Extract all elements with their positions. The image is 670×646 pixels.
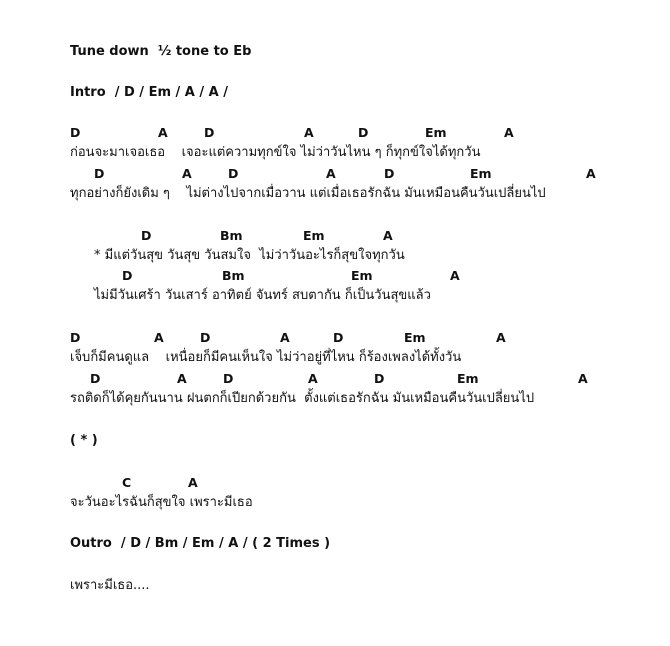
tuning-note: Tune down ½ tone to Eb [70,44,252,59]
ending-lyric: เพราะมีเธอ.... [70,578,150,593]
chord-label: A [304,125,314,140]
chord-label: D [333,330,344,345]
chord-label: Em [404,330,426,345]
chord-label: Bm [220,228,243,243]
chord-label: D [70,125,81,140]
chord-label: A [578,371,588,386]
lyric-line: * มีแต่วันสุข วันสุข วันสมใจ ไม่ว่าวันอะไรก็สุขใจทุกวัน [94,248,405,263]
chord-label: A [326,166,336,181]
lyric-line: ก่อนจะมาเจอเธอ เจอะแต่ความทุกข์ใจ ไม่ว่าวันไหน ๆ ก็ทุกข์ใจได้ทุกวัน [70,145,481,160]
chord-label: Em [425,125,447,140]
chord-label: D [70,330,81,345]
chord-label: D [204,125,215,140]
chord-label: C [122,475,132,490]
chord-label: Em [351,268,373,283]
chord-label: A [586,166,596,181]
chord-label: D [358,125,369,140]
chord-label: D [228,166,239,181]
chord-label: A [182,166,192,181]
lyric-line: ทุกอย่างก็ยังเดิม ๆ ไม่ต่างไปจากเมื่อวาน แต่เมื่อเธอรักฉัน มันเหมือนคืนวันเปลี่ยนไป [70,186,546,201]
chord-label: A [154,330,164,345]
repeat-chorus-marker: ( * ) [70,433,98,448]
chord-label: A [280,330,290,345]
chord-label: D [141,228,152,243]
lyric-line: จะวันอะไรฉันก็สุขใจ เพราะมีเธอ [70,495,253,510]
chord-label: Bm [222,268,245,283]
lyric-line: รถติดก็ได้คุยกันนาน ฝนตกก็เปียกด้วยกัน ตั้งแต่เธอรักฉัน มันเหมือนคืนวันเปลี่ยนไป [70,391,535,406]
chord-label: D [374,371,385,386]
chord-label: D [122,268,133,283]
chord-label: Em [457,371,479,386]
chord-label: D [384,166,395,181]
chord-label: A [496,330,506,345]
intro-chords: Intro / D / Em / A / A / [70,85,228,100]
lyric-line: ไม่มีวันเศร้า วันเสาร์ อาทิตย์ จันทร์ สบตากัน ก็เป็นวันสุขแล้ว [94,288,431,303]
chord-label: D [223,371,234,386]
chord-label: A [188,475,198,490]
chord-label: Em [470,166,492,181]
lyric-line: เจ็บก็มีคนดูแล เหนื่อยก็มีคนเห็นใจ ไม่ว่าอยู่ที่ไหน ก็ร้องเพลงได้ทั้งวัน [70,350,462,365]
outro-chords: Outro / D / Bm / Em / A / ( 2 Times ) [70,536,331,551]
chord-label: A [177,371,187,386]
chord-label: A [504,125,514,140]
chord-label: D [200,330,211,345]
chord-label: A [308,371,318,386]
chord-label: D [90,371,101,386]
chord-label: A [383,228,393,243]
chord-label: D [94,166,105,181]
chord-label: Em [303,228,325,243]
chord-label: A [450,268,460,283]
chord-label: A [158,125,168,140]
